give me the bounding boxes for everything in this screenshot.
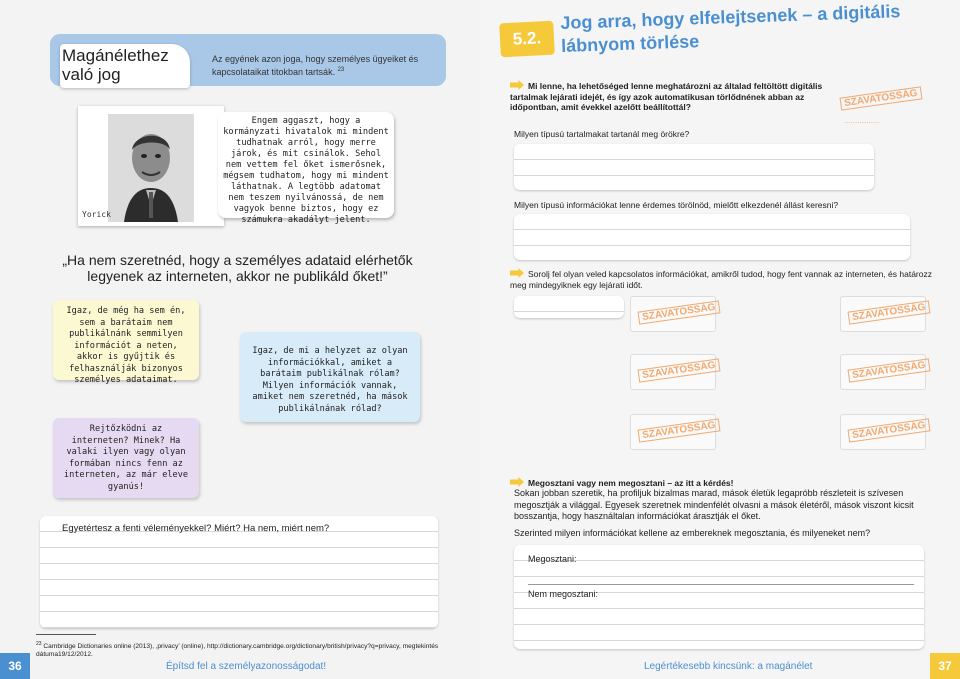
answer-area-2[interactable] xyxy=(514,214,910,260)
footnote-reference: 23 xyxy=(337,67,345,73)
question-2: Milyen típusú információkat lenne érdemes törölnöd, mielőtt elkezdenél állást keresni? xyxy=(514,200,839,210)
right-page xyxy=(480,0,960,679)
question-1 xyxy=(510,80,840,113)
footer-title: Építsd fel a személyazonosságodat! xyxy=(166,661,327,672)
section-intro-text: Az egyének azon joga, hogy személyes ügyeiket és kapcsolataikat titokban tartsák. xyxy=(212,54,419,77)
opinion-bubble-purple: Rejtőzködni az interneten? Minek? Ha valaki ilyen vagy olyan formában nincs fenn az interneten, az már eleve gyanús! xyxy=(53,418,199,498)
speech-bubble: Engem aggaszt, hogy a kormányzati hivatalok mi mindent tudhatnak arról, hogy merre járok, és mit csinálok. Sehol nem vettem fel őket ismerősnek, mégsem tudhatom, hogy mi mindent láthatnak. A legtöbb adatomat nem teszem nyilvánossá, de nem vagyok benne biztos, hogy ez számukra akadályt jelent. xyxy=(218,112,394,218)
share-section xyxy=(510,477,940,489)
expiry-stamp: SZAVATOSSÁG xyxy=(637,300,720,324)
section-title: Magánélethez való jog xyxy=(60,44,190,88)
answer-prompt: Egyetértesz a fenti véleményekkel? Miért? Ha nem, miért nem? xyxy=(62,523,330,534)
footnote-divider xyxy=(36,634,96,635)
expiry-stamp: SZAVATOSSÁG xyxy=(847,418,930,442)
expiry-stamp: SZAVATOSSÁG xyxy=(637,418,720,442)
share-label: Megosztani: xyxy=(528,554,577,564)
answer-area-1[interactable] xyxy=(514,144,874,190)
footer-title: Legértékesebb kincsünk: a magánélet xyxy=(644,661,813,672)
noshare-label: Nem megosztani: xyxy=(528,589,599,599)
share-question: Szerinted milyen információkat kellene az embereknek megosztania, és milyeneket nem? xyxy=(514,528,871,538)
arrow-icon xyxy=(510,268,524,278)
page-number: 37 xyxy=(930,653,960,679)
question-1-bold: Mi lenne, ha lehetőséged lenne meghatározni az általad feltöltött digitális tartalmak lejárati idejét, és így azok automatikusan törlődnének abban az időpontban, amit évekkel azelőtt beállítottál? xyxy=(510,81,823,112)
page-number: 36 xyxy=(0,653,30,679)
info-line[interactable] xyxy=(514,296,624,318)
expiry-stamp: SZAVATOSSÁG xyxy=(839,86,922,110)
opinion-bubble-yellow: Igaz, de még ha sem én, sem a barátaim nem publikálnánk semmilyen információt a neten, akkor is gyűjtik és felhasználják bizonyos személyes adataimat. xyxy=(53,300,199,380)
expiry-stamp: SZAVATOSSÁG xyxy=(847,358,930,382)
footnote xyxy=(36,640,456,659)
footnote-number: 23 xyxy=(36,641,42,647)
opinion-bubble-blue: Igaz, de mi a helyzet az olyan információkkal, amiket a barátaim publikálnak rólam? Milyen információk vannak, amiket nem szeretnéd, ha mások publikálnának rólad? xyxy=(240,332,420,422)
section-number: 5.2. xyxy=(499,21,555,58)
portrait xyxy=(78,106,224,226)
question-3 xyxy=(510,268,940,290)
share-title: Megosztani vagy nem megosztani – az itt a kérdés! xyxy=(528,478,734,488)
question-1-sub: Milyen típusú tartalmakat tartanál meg örökre? xyxy=(514,129,690,139)
stamp-dotted-line: ................ xyxy=(844,116,880,125)
expiry-stamp: SZAVATOSSÁG xyxy=(847,300,930,324)
arrow-icon xyxy=(510,80,524,90)
quote-heading: „Ha nem szeretnéd, hogy a személyes adataid elérhetők legyenek az interneten, akkor ne publikáld őket!” xyxy=(62,252,413,284)
section-intro xyxy=(212,54,432,78)
footnote-text: Cambridge Dictionaries online (2013), ‚privacy’ (online), http://dictionary.cambridge.org/dictionary/british/privacy?q=privacy, megtekintés dátuma19/12/2012. xyxy=(36,643,439,659)
portrait-photo-icon xyxy=(78,106,224,226)
share-text: Sokan jobban szeretik, ha profiljuk bizalmas marad, mások életük legapróbb részleteit is szívesen megosztják a világgal. Egyesek szeretnek mindenfélét olvasni a mások életéről, mások viszont kicsit bosszantja, hogy használtalan információkat árasztják el őket. xyxy=(514,488,914,521)
arrow-icon xyxy=(510,477,524,487)
share-divider xyxy=(528,584,914,585)
expiry-stamp: SZAVATOSSÁG xyxy=(637,358,720,382)
section-title: Jog arra, hogy elfelejtsenek – a digitális lábnyom törlése xyxy=(560,1,901,56)
question-3-text: Sorolj fel olyan veled kapcsolatos információkat, amikről tudod, hogy fent vannak az interneten, és határozz meg mindegyiknek egy lejárati időt. xyxy=(510,269,932,290)
portrait-name: Yorick xyxy=(82,210,111,219)
